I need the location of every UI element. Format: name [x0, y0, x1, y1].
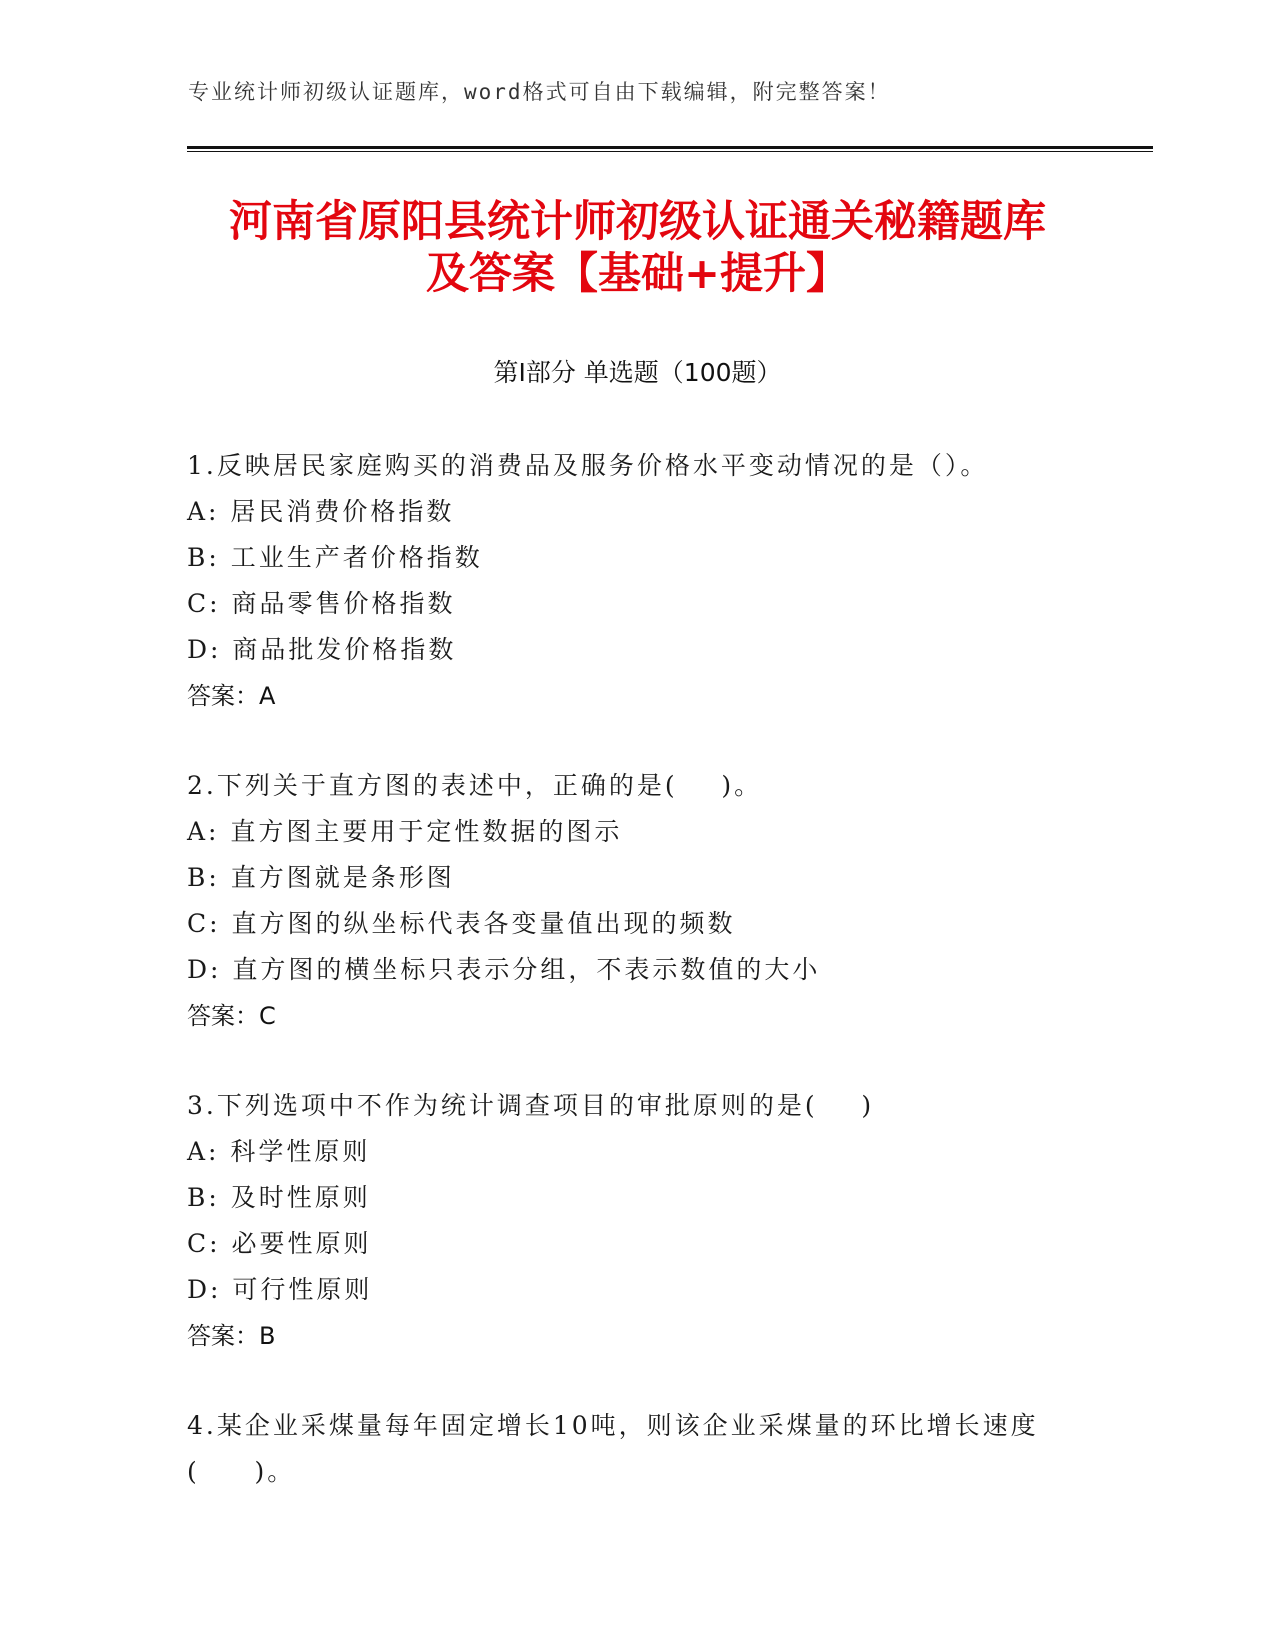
- question-stem: 1.反映居民家庭购买的消费品及服务价格水平变动情况的是（）。: [187, 451, 989, 480]
- document-title: [140, 196, 1135, 300]
- document-title-line2: 及答案【基础+提升】: [425, 249, 850, 299]
- section-heading: 第Ⅰ部分 单选题（100题）: [493, 358, 782, 387]
- question-list: [187, 443, 1087, 1539]
- document-title-line1: 河南省原阳县统计师初级认证通关秘籍题库: [229, 197, 1046, 247]
- answer-label: 答案：B: [187, 1322, 276, 1350]
- option-d: D: 直方图的横坐标只表示分组，不表示数值的大小: [187, 955, 821, 984]
- header-note: 专业统计师初级认证题库，word格式可自由下载编辑，附完整答案！: [188, 80, 891, 104]
- header-rule-thin: [187, 151, 1153, 152]
- question-stem: 3.下列选项中不作为统计调查项目的审批原则的是( ): [187, 1091, 875, 1120]
- question-stem: 2.下列关于直方图的表述中，正确的是( )。: [187, 771, 763, 800]
- option-b: B: 工业生产者价格指数: [187, 543, 483, 572]
- question-stem-line2: ( )。: [187, 1457, 296, 1486]
- option-c: C: 直方图的纵坐标代表各变量值出现的频数: [187, 909, 736, 938]
- option-b: B: 直方图就是条形图: [187, 863, 455, 892]
- option-b: B: 及时性原则: [187, 1183, 371, 1212]
- option-a: A: 科学性原则: [187, 1137, 371, 1166]
- header-rule-thick: [187, 146, 1153, 149]
- option-d: D: 可行性原则: [187, 1275, 373, 1304]
- question-1: [187, 443, 1087, 719]
- question-stem-line1: 4.某企业采煤量每年固定增长10吨，则该企业采煤量的环比增长速度: [187, 1411, 1039, 1440]
- answer-label: 答案：A: [187, 682, 276, 710]
- option-a: A: 居民消费价格指数: [187, 497, 455, 526]
- option-a: A: 直方图主要用于定性数据的图示: [187, 817, 623, 846]
- question-2: [187, 763, 1087, 1039]
- option-d: D: 商品批发价格指数: [187, 635, 457, 664]
- answer-label: 答案：C: [187, 1002, 276, 1030]
- question-3: [187, 1083, 1087, 1359]
- question-4: [187, 1403, 1087, 1495]
- option-c: C: 商品零售价格指数: [187, 589, 456, 618]
- option-c: C: 必要性原则: [187, 1229, 372, 1258]
